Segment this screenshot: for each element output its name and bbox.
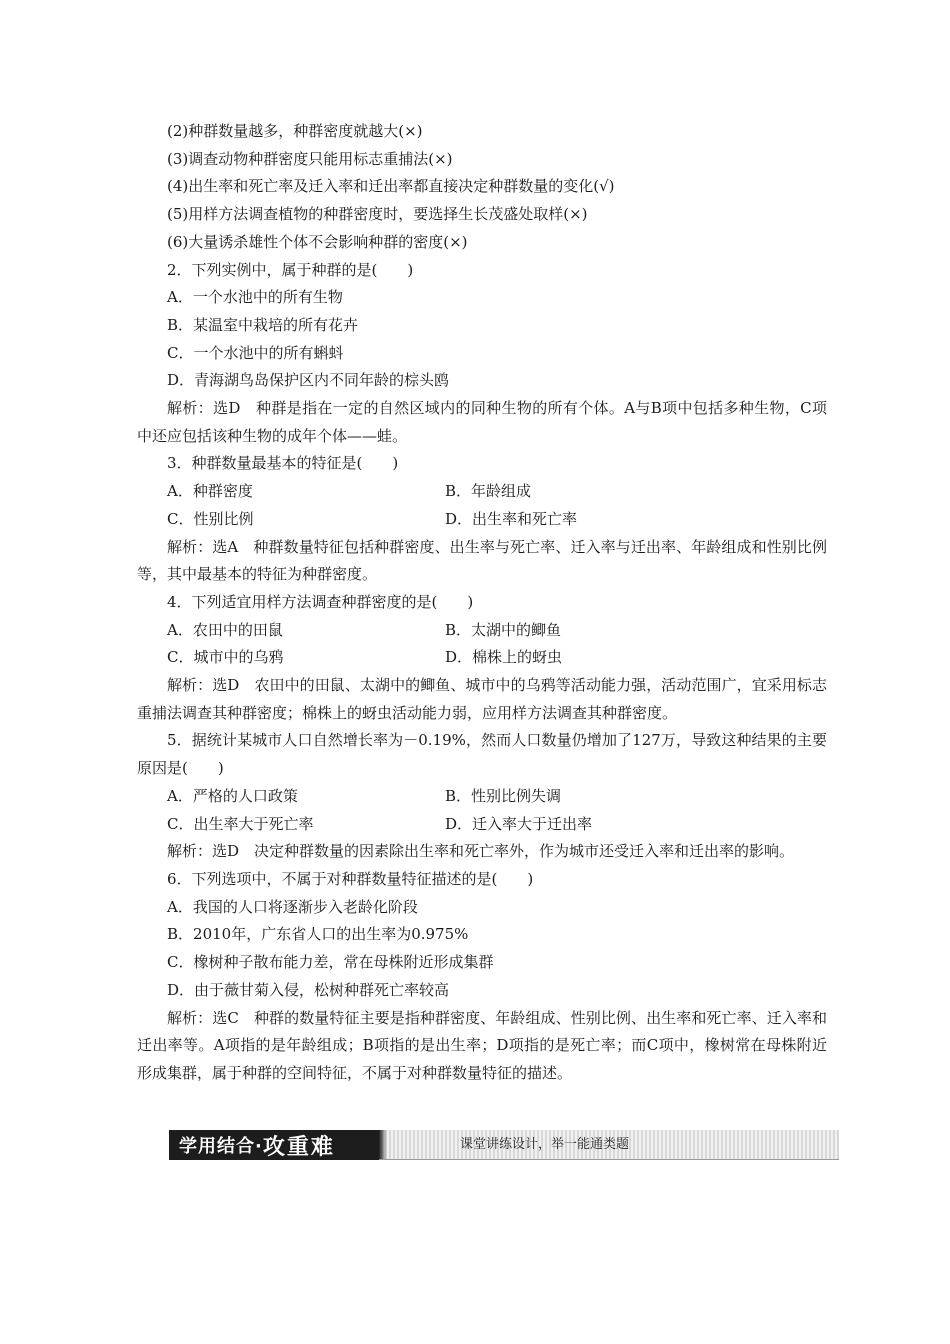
question-3-option-b: B．年龄组成 <box>445 482 532 501</box>
judgment-item: (5)用样方法调查植物的种群密度时，要选择生长茂盛处取样(×) <box>167 205 588 224</box>
question-3-options-row-2 <box>137 506 827 534</box>
question-5-option-d: D．迁入率大于迁出率 <box>445 814 593 833</box>
question-5-option-c: C．出生率大于死亡率 <box>167 814 314 833</box>
question-2-option-b: B．某温室中栽培的所有花卉 <box>167 315 359 334</box>
banner-title-part1: 学用结合· <box>179 1136 263 1157</box>
section-banner <box>169 1130 839 1160</box>
question-4-options-row-2 <box>137 644 827 672</box>
question-4-option-b: B．太湖中的鲫鱼 <box>445 620 562 639</box>
question-4-stem: 4．下列适宜用样方法调查种群密度的是( ) <box>167 592 474 611</box>
question-3-stem: 3．种群数量最基本的特征是( ) <box>167 454 399 473</box>
question-3-option-a: A．种群密度 <box>167 482 253 501</box>
exercise-content <box>137 118 827 1088</box>
question-3-options-row-1 <box>137 478 827 506</box>
banner-fade-edge <box>379 1130 387 1160</box>
banner-divider <box>379 1159 839 1160</box>
question-2-stem: 2．下列实例中，属于种群的是( ) <box>167 260 414 279</box>
question-5-option-b: B．性别比例失调 <box>445 786 562 805</box>
question-3-option-d: D．出生率和死亡率 <box>445 509 578 528</box>
judgment-item: (2)种群数量越多，种群密度就越大(×) <box>167 122 423 140</box>
question-6-analysis: 解析：选C 种群的数量特征主要是指种群密度、年龄组成、性别比例、出生率和死亡率、迁入率和迁出率等。A项指的是年龄组成；B项指的是出生率；D项指的是死亡率；而C项中，橡树常在母株附近形成集群，属于种群的空间特征，不属于对种群数量特征的描述。 <box>137 1008 827 1082</box>
question-3-analysis: 解析：选A 种群数量特征包括种群密度、出生率与死亡率、迁入率与迁出率、年龄组成和性别比例等，其中最基本的特征为种群密度。 <box>137 537 827 584</box>
question-2-analysis: 解析：选D 种群是指在一定的自然区域内的同种生物的所有个体。A与B项中包括多种生物，C项中还应包括该种生物的成年个体——蛙。 <box>137 399 827 445</box>
question-6-option-a: A．我国的人口将逐渐步入老龄化阶段 <box>167 897 418 916</box>
question-5-option-a: A．严格的人口政策 <box>167 786 298 805</box>
question-6-option-d: D．由于薇甘菊入侵，松树种群死亡率较高 <box>167 980 450 999</box>
question-6-stem: 6．下列选项中，不属于对种群数量特征描述的是( ) <box>167 869 534 888</box>
banner-title-part2: 攻重难 <box>262 1134 335 1160</box>
question-5-options-row-1 <box>137 783 827 811</box>
banner-title-block <box>169 1130 379 1160</box>
question-2-option-c: C．一个水池中的所有蝌蚪 <box>167 343 344 362</box>
judgment-item: (4)出生率和死亡率及迁入率和迁出率都直接决定种群数量的变化(√) <box>167 177 615 196</box>
question-4-option-a: A．农田中的田鼠 <box>167 620 283 639</box>
question-4-option-c: C．城市中的乌鸦 <box>167 648 284 667</box>
question-2-option-d: D．青海湖鸟岛保护区内不同年龄的棕头鸥 <box>167 371 450 390</box>
question-2-option-a: A．一个水池中的所有生物 <box>167 288 343 307</box>
question-5-analysis: 解析：选D 决定种群数量的因素除出生率和死亡率外，作为城市还受迁入率和迁出率的影响。 <box>167 842 795 861</box>
banner-subtitle: 课堂讲练设计，举一能通类题 <box>460 1137 630 1152</box>
question-4-analysis: 解析：选D 农田中的田鼠、太湖中的鲫鱼、城市中的乌鸦等活动能力强，活动范围广，宜采用标志重捕法调查其种群密度；棉株上的蚜虫活动能力弱，应用样方法调查其种群密度。 <box>137 676 827 722</box>
question-6-option-b: B．2010年，广东省人口的出生率为0.975% <box>167 925 469 944</box>
question-5-options-row-2 <box>137 811 827 839</box>
judgment-item: (6)大量诱杀雄性个体不会影响种群的密度(×) <box>167 232 468 251</box>
question-4-option-d: D．棉株上的蚜虫 <box>445 648 563 667</box>
judgment-item: (3)调查动物种群密度只能用标志重捕法(×) <box>167 149 453 168</box>
question-6-option-c: C．橡树种子散布能力差，常在母株附近形成集群 <box>167 953 494 972</box>
question-3-option-c: C．性别比例 <box>167 509 254 528</box>
question-5-stem: 5．据统计某城市人口自然增长率为－0.19%，然而人口数量仍增加了127万，导致这种结果的主要原因是( ) <box>137 731 827 778</box>
question-4-options-row-1 <box>137 617 827 645</box>
